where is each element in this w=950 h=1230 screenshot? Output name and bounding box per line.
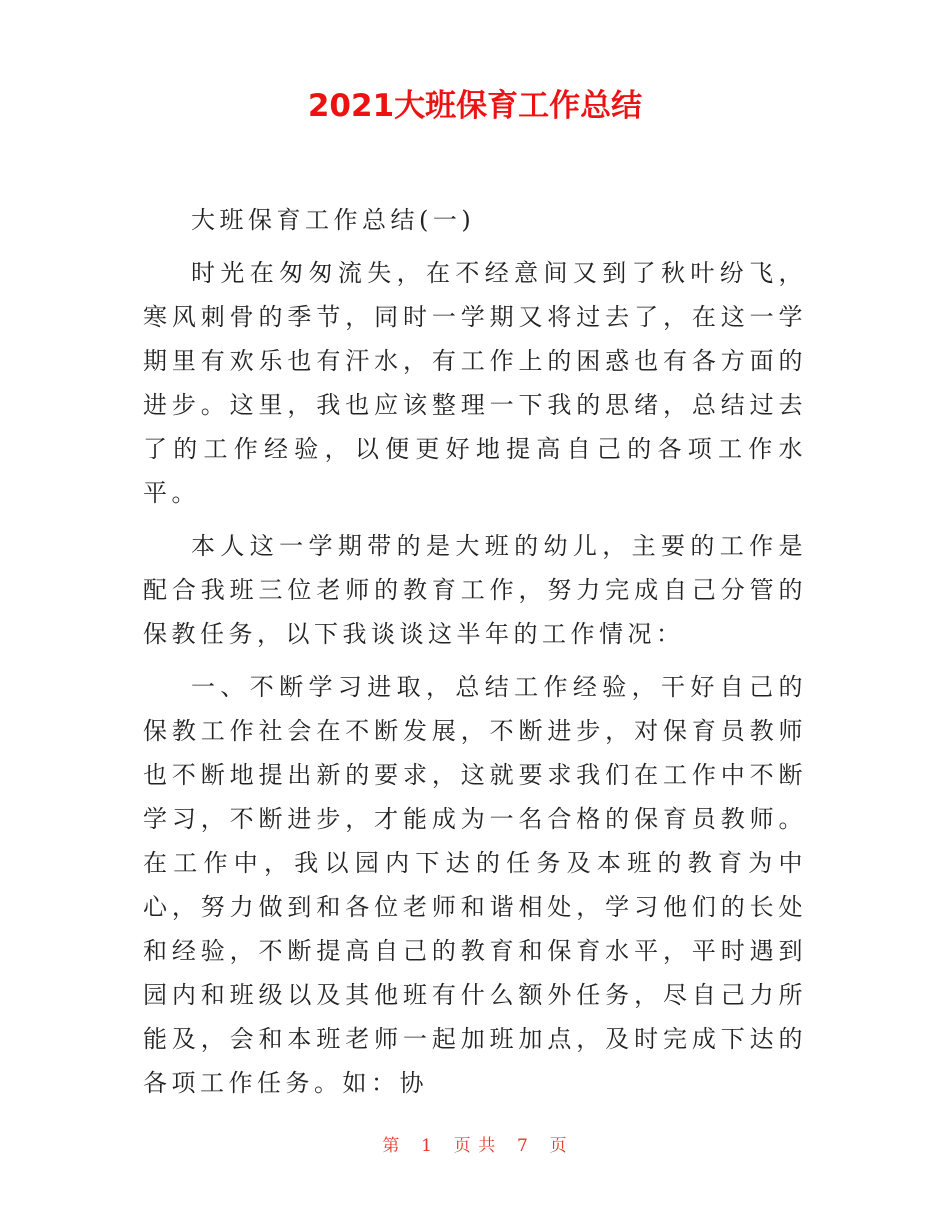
- page-footer: [0, 1134, 950, 1158]
- footer-prefix: 第: [382, 1136, 401, 1156]
- paragraph: 本人这一学期带的是大班的幼儿，主要的工作是配合我班三位老师的教育工作，努力完成自己分管的保教任务，以下我谈谈这半年的工作情况：: [143, 532, 807, 648]
- paragraph: 时光在匆匆流失，在不经意间又到了秋叶纷飞，寒风刺骨的季节，同时一学期又将过去了，在这一学期里有欢乐也有汗水，有工作上的困惑也有各方面的进步。这里，我也应该整理一下我的思绪，总结过去了的工作经验，以便更好地提高自己的各项工作水平。: [143, 259, 807, 507]
- paragraph: 一、不断学习进取，总结工作经验，干好自己的保教工作社会在不断发展，不断进步，对保育员教师也不断地提出新的要求，这就要求我们在工作中不断学习，不断进步，才能成为一名合格的保育员教师。在工作中，我以园内下达的任务及本班的教育为中心，努力做到和各位老师和谐相处，学习他们的长处和经验，不断提高自己的教育和保育水平，平时遇到园内和班级以及其他班有什么额外任务，尽自己力所能及，会和本班老师一起加班加点，及时完成下达的各项工作任务。如：协: [143, 673, 807, 1097]
- document-title: 2021大班保育工作总结: [307, 88, 643, 124]
- footer-total-pages: 7: [517, 1136, 529, 1156]
- footer-suffix: 页: [549, 1136, 568, 1156]
- footer-middle: 页 共: [453, 1136, 497, 1156]
- footer-page-number: 1: [421, 1136, 433, 1156]
- document-body: [143, 198, 807, 1105]
- paragraph-heading: 大班保育工作总结(一): [191, 206, 476, 234]
